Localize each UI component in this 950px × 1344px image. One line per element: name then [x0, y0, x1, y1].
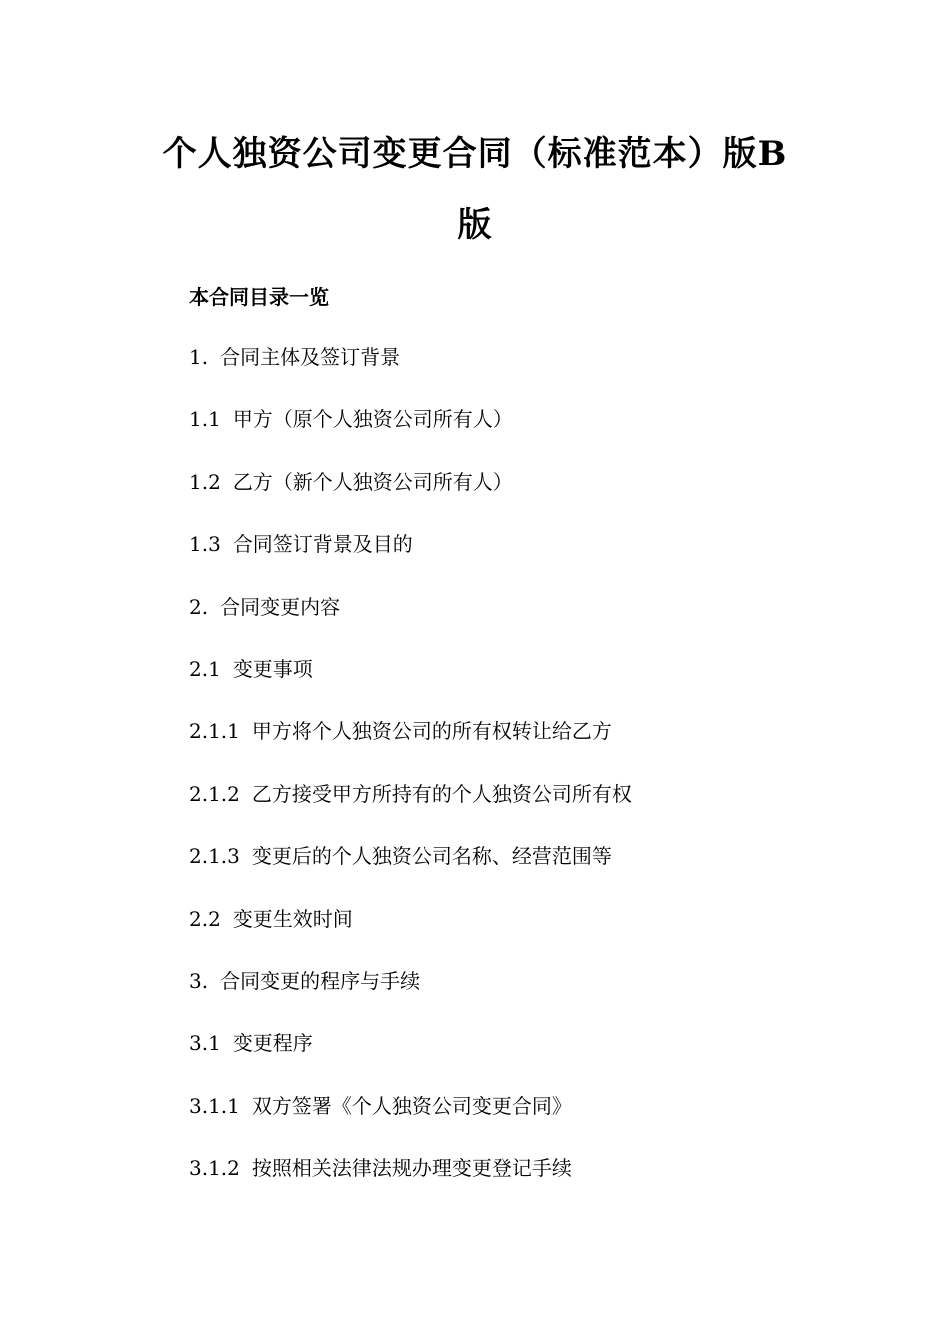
toc-item: [189, 469, 632, 531]
toc-item-number: 3.1.2: [189, 1156, 240, 1181]
toc-item-text: 变更生效时间: [232, 906, 353, 931]
toc-item-number: 2.1.3: [189, 844, 240, 869]
toc-item-number: 2.1: [189, 656, 221, 681]
toc-item: [189, 718, 632, 780]
toc-item-number: 2.1.1: [189, 719, 240, 744]
toc-item-text: 双方签署《个人独资公司变更合同》: [251, 1093, 572, 1118]
toc-item: [189, 656, 632, 718]
toc-item-number: 1.2: [189, 469, 221, 494]
toc-item-text: 合同变更内容: [220, 594, 341, 619]
toc-item-number: 3.1.1: [189, 1093, 240, 1118]
toc-item-number: 2.2: [189, 906, 221, 931]
toc-item-number: 1.: [189, 345, 209, 369]
toc-item-number: 1.1: [189, 407, 221, 432]
toc-item-text: 甲方将个人独资公司的所有权转让给乙方: [251, 719, 612, 744]
toc-item: [189, 406, 632, 468]
toc-item-number: 3.1: [189, 1031, 221, 1056]
toc-item: [189, 906, 632, 968]
toc-item: [189, 781, 632, 843]
toc-item: [189, 594, 632, 656]
document-title: 个人独资公司变更合同（标准范本）版B: [162, 134, 788, 174]
toc-item-text: 合同签订背景及目的: [232, 532, 413, 557]
toc-item-number: 1.3: [189, 532, 221, 557]
toc-item: [189, 1093, 632, 1155]
toc-item: [189, 1030, 632, 1092]
toc-item-text: 变更后的个人独资公司名称、经营范围等: [251, 844, 612, 869]
toc-heading: 本合同目录一览: [189, 285, 329, 309]
toc-item-number: 3.: [189, 968, 209, 993]
toc-item: [189, 843, 632, 905]
table-of-contents: [189, 344, 632, 1217]
toc-item-text: 乙方（新个人独资公司所有人）: [232, 469, 513, 494]
toc-item-text: 合同主体及签订背景: [220, 345, 401, 369]
toc-item: [189, 531, 632, 593]
toc-item-text: 按照相关法律法规办理变更登记手续: [251, 1156, 572, 1181]
toc-item-text: 变更程序: [232, 1031, 313, 1056]
toc-item-text: 乙方接受甲方所持有的个人独资公司所有权: [251, 781, 632, 806]
toc-item-number: 2.: [189, 594, 209, 619]
toc-item: [189, 968, 632, 1030]
toc-item-number: 2.1.2: [189, 781, 240, 806]
toc-item: [189, 1155, 632, 1217]
document-title-continuation: 版: [457, 205, 493, 245]
toc-item-text: 甲方（原个人独资公司所有人）: [232, 407, 513, 432]
toc-item: [189, 344, 632, 406]
toc-item-text: 合同变更的程序与手续: [220, 968, 421, 993]
toc-item-text: 变更事项: [232, 656, 313, 681]
